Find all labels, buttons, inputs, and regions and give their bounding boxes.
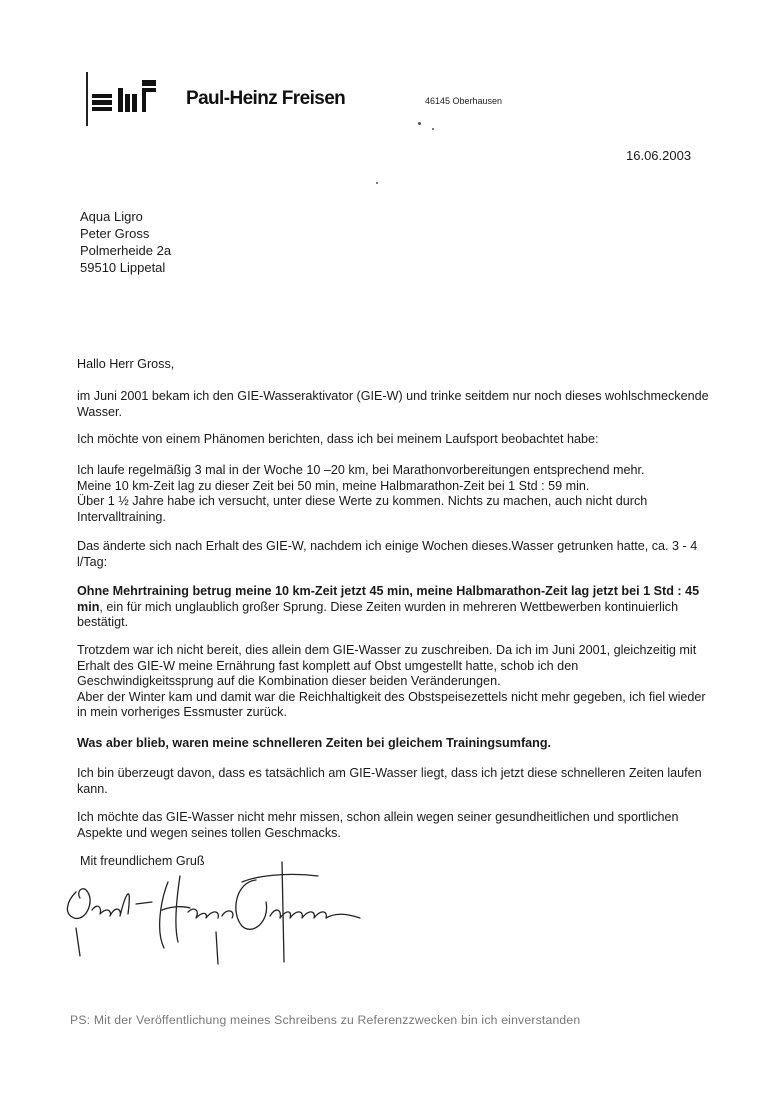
paragraph-conclusion: Was aber blieb, waren meine schnelleren Zeiten bei gleichem Trainingsumfang.: [77, 736, 552, 750]
scan-speck: [418, 122, 421, 125]
recipient-line: 59510 Lippetal: [80, 260, 166, 275]
salutation: Hallo Herr Gross,: [77, 357, 175, 371]
paragraph-training: [77, 463, 717, 525]
paragraph-change: Das änderte sich nach Erhalt des GIE-W, nachdem ich einige Wochen dieses.Wasser getrunken hatte, ca. 3 - 4 l/Tag:: [77, 539, 698, 569]
recipient-address: [80, 208, 171, 276]
paragraph-conviction: Ich bin überzeugt davon, dass es tatsächlich am GIE-Wasser liegt, dass ich jetzt diese schnelleren Zeiten laufen kann.: [77, 766, 702, 796]
paragraph-closing-thoughts: Ich möchte das GIE-Wasser nicht mehr missen, schon allein wegen seiner gesundheitlichen und sportlichen Aspekte und wegen seines tollen Geschmacks.: [77, 810, 679, 840]
postscript: PS: Mit der Veröffentlichung meines Schreibens zu Referenzzwecken bin ich einverstanden: [70, 1013, 581, 1027]
recipient-line: Aqua Ligro: [80, 209, 143, 224]
company-name: Paul-Heinz Freisen: [186, 88, 346, 109]
scan-speck: [376, 182, 378, 184]
results-rest: , ein für mich unglaublich großer Sprung. Diese Zeiten wurden in mehreren Wettbewerben kontinuierlich bestätigt.: [77, 599, 679, 630]
paragraph-doubt: Trotzdem war ich nicht bereit, dies allein dem GIE-Wasser zu zuschreiben. Da ich im Juni 2001, gleichzeitig mit Erhalt des GIE-W meine Ernährung fast komplett auf Obst umgestellt hatte, schob ich den Geschwindigkeitssprung auf die Kombination dieser beiden Veränderungen. Aber der Winter kam und damit war die Reichhaltigkeit des Obstspeisezettels nicht mehr gegeben, ich fiel wieder in mein vorheriges Essmuster zurück.: [77, 643, 706, 720]
paragraph-results: [77, 584, 717, 631]
paragraph-phenomenon: Ich möchte von einem Phänomen berichten, dass ich bei meinem Laufsport beobachtet habe:: [77, 432, 599, 446]
company-logo: [86, 74, 158, 118]
letter-date: 16.06.2003: [626, 148, 692, 163]
training-line: Ich laufe regelmäßig 3 mal in der Woche 10 –20 km, bei Marathonvorbereitungen entsprechend mehr.: [77, 463, 645, 477]
recipient-line: Peter Gross: [80, 226, 150, 241]
results-bold: Ohne Mehrtraining betrug meine 10 km-Zeit jetzt 45 min, meine Halbmarathon-Zeit lag jetzt bei 1 Std : 45 min: [77, 584, 700, 614]
paragraph-intro: im Juni 2001 bekam ich den GIE-Wasseraktivator (GIE-W) und trinke seitdem nur noch dieses wohlschmeckende Wasser.: [77, 389, 709, 419]
recipient-line: Polmerheide 2a: [80, 243, 172, 258]
scan-speck: [432, 128, 434, 130]
training-line: Über 1 ½ Jahre habe ich versucht, unter diese Werte zu kommen. Nichts zu machen, auch nicht durch Intervalltraining.: [77, 494, 648, 524]
closing-line: Mit freundlichem Gruß: [80, 854, 205, 868]
handwritten-signature: [56, 852, 396, 972]
sender-city: 46145 Oberhausen: [425, 96, 503, 106]
training-line: Meine 10 km-Zeit lag zu dieser Zeit bei 50 min, meine Halbmarathon-Zeit bei 1 Std : 59 min.: [77, 478, 590, 493]
